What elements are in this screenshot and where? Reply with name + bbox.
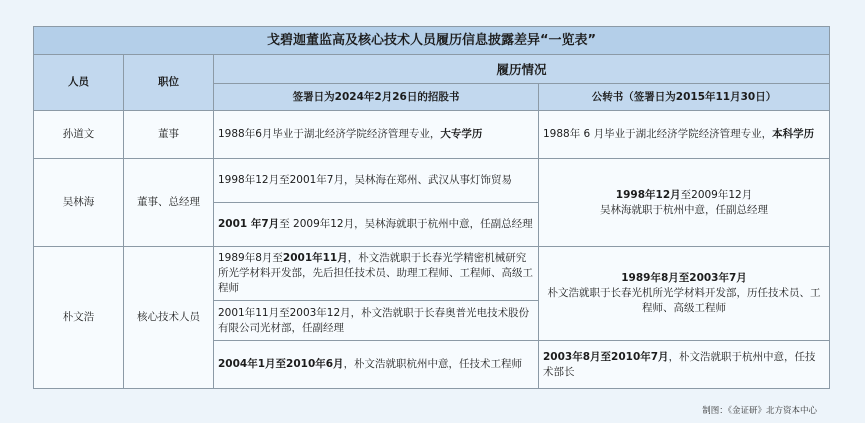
entry-text: ，朴文浩就职于长春光学精密机械研究所光学材料开发部，先后担任技术员、助理工程师、工程师、高级工程师 — [218, 252, 533, 294]
transfer-entry — [539, 341, 830, 389]
prospectus-entry — [214, 111, 539, 159]
person-position: 董事、总经理 — [124, 159, 214, 247]
header-person: 人员 — [34, 55, 124, 111]
table-row — [34, 111, 830, 159]
entry-text: 1988年6月毕业于湖北经济学院经济管理专业， — [218, 128, 441, 140]
entry-highlight: 大专学历 — [440, 128, 483, 140]
person-position: 核心技术人员 — [124, 247, 214, 389]
entry-text: 1989年8月至 — [218, 252, 283, 264]
person-position: 董事 — [124, 111, 214, 159]
prospectus-entry — [214, 159, 539, 203]
prospectus-entry — [214, 247, 539, 301]
transfer-entry — [539, 111, 830, 159]
table-row — [34, 247, 830, 301]
prospectus-entry — [214, 341, 539, 389]
entry-highlight: 2003年8月至2010年7月 — [543, 350, 669, 363]
entry-highlight: 本科学历 — [772, 128, 815, 140]
entry-text: 吴林海就职于杭州中意，任副总经理 — [600, 203, 769, 216]
entry-highlight: 2004年1月至2010年6月 — [218, 358, 344, 370]
transfer-entry — [539, 247, 830, 341]
person-name: 孙道文 — [34, 111, 124, 159]
header-prospectus: 签署日为2024年2月26日的招股书 — [214, 84, 539, 111]
prospectus-entry — [214, 301, 539, 341]
entry-highlight: 2001年11月 — [282, 252, 348, 264]
entry-text: 至 2009年12月，吴林海就职于杭州中意，任副总经理 — [279, 218, 533, 230]
entry-text: ，朴文浩就职杭州中意，任技术工程师 — [343, 358, 523, 370]
entry-highlight: 1998年12月 — [615, 188, 681, 201]
header-transfer: 公转书（签署日为2015年11月30日） — [539, 84, 830, 111]
person-name: 吴林海 — [34, 159, 124, 247]
entry-text: 1998年12月至2001年7月，吴林海在郑州、武汉从事灯饰贸易 — [218, 174, 512, 186]
entry-text: 至2009年12月 — [680, 188, 753, 201]
entry-text: 2001年11月至2003年12月，朴文浩就职于长春奥普光电技术股份有限公司光材部，任副经理 — [218, 306, 530, 334]
table-title: 戈碧迦董监高及核心技术人员履历信息披露差异“一览表” — [34, 27, 830, 55]
entry-text: ，朴文浩就职于杭州中意，任技术部长 — [543, 350, 816, 378]
entry-text: 1988年 6 月毕业于湖北经济学院经济管理专业， — [543, 128, 773, 140]
transfer-entry — [539, 159, 830, 247]
entry-highlight: 1989年8月至2003年7月 — [621, 272, 747, 284]
header-position: 职位 — [124, 55, 214, 111]
entry-text: 朴文浩就职于长春光机所光学材料开发部，历任技术员、工程师、高级工程师 — [547, 287, 821, 314]
entry-highlight: 2001 年7月 — [218, 218, 280, 230]
person-name: 朴文浩 — [34, 247, 124, 389]
prospectus-entry — [214, 203, 539, 247]
source-credit: 制图：《金证研》北方资本中心 — [702, 406, 817, 416]
table-row — [34, 159, 830, 203]
header-resume: 履历情况 — [214, 55, 830, 84]
disclosure-comparison-table — [33, 26, 830, 389]
